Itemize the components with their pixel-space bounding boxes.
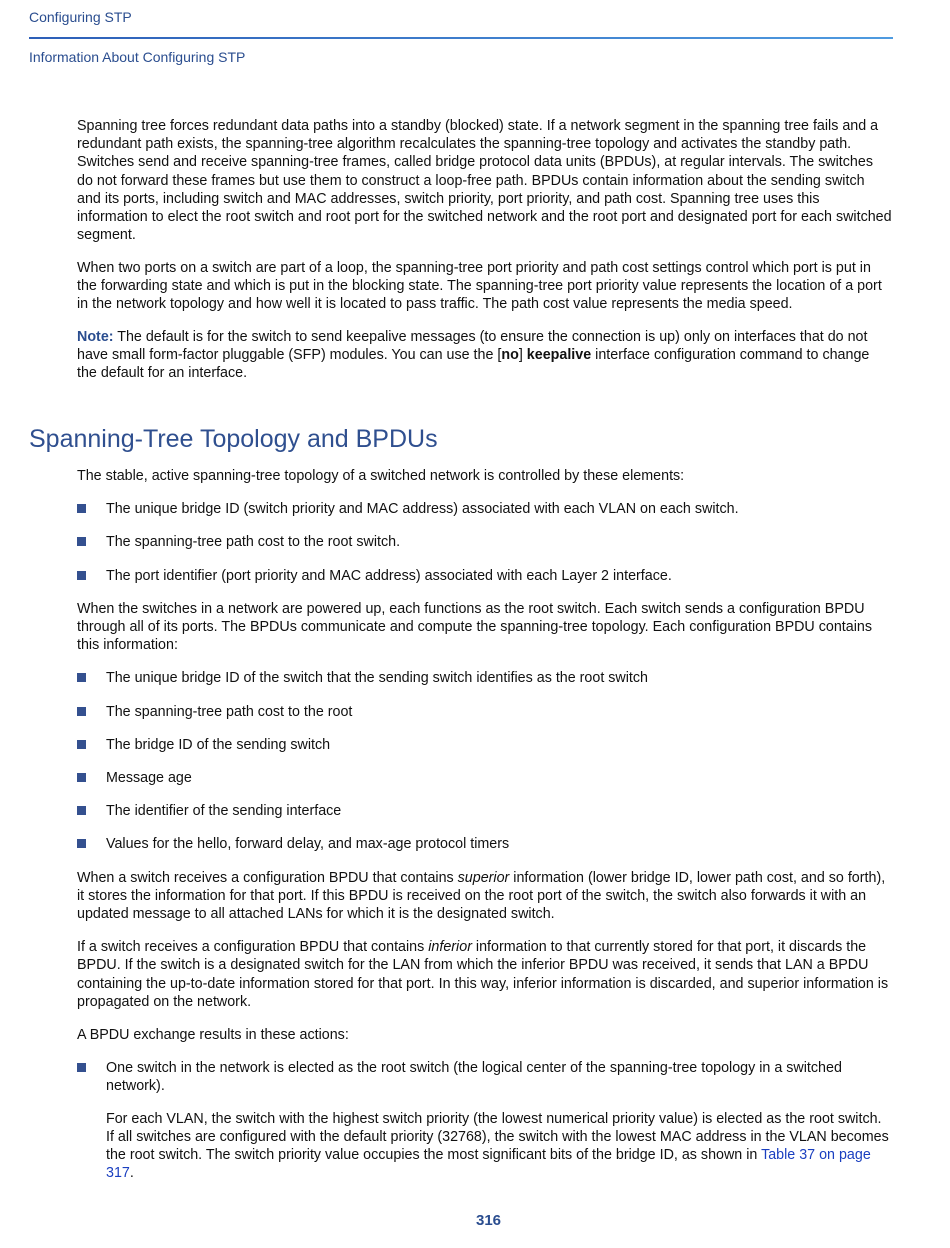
list-item — [77, 736, 892, 754]
list-item-text: The spanning-tree path cost to the root — [106, 703, 353, 720]
list-item-text: The unique bridge ID (switch priority and MAC address) associated with each VLAN on each switch. — [106, 501, 739, 518]
list-item-text: The port identifier (port priority and MAC address) associated with each Layer 2 interface. — [106, 567, 672, 584]
square-bullet-icon — [77, 571, 86, 580]
square-bullet-icon — [77, 839, 86, 848]
section-intro-paragraph: The stable, active spanning-tree topology of a switched network is controlled by these elements: — [77, 468, 685, 484]
list-item — [77, 500, 892, 518]
list-item — [77, 1059, 892, 1182]
intro-paragraph-1: Spanning tree forces redundant data paths into a standby (blocked) state. If a network segment in the spanning tree fails and a redundant path exists, the spanning-tree algorithm recalculates the spanning-tree topology and activates the standby path. Switches send and receive spanning-tree frames, called bridge protocol data units (BPDUs), at regular intervals. The switches do not forward these frames but use them to construct a loop-free path. BPDUs contain information about the sending switch and its ports, including switch and MAC addresses, switch priority, port priority, and path cost. Spanning tree uses this information to elect the root switch and root port for the switched network and the root port and designated port for each switched segment. — [77, 118, 892, 244]
superior-paragraph — [77, 869, 892, 924]
square-bullet-icon — [77, 806, 86, 815]
square-bullet-icon — [77, 673, 86, 682]
square-bullet-icon — [77, 537, 86, 546]
inferior-paragraph — [77, 938, 892, 1011]
intro-paragraph-2: When two ports on a switch are part of a loop, the spanning-tree port priority and path cost settings control which port is put in the forwarding state and which is put in the blocking state. The spanning-tree port priority value represents the location of a port in the network topology and how well it is located to pass traffic. The path cost value represents the media speed. — [77, 259, 882, 313]
powered-up-paragraph: When the switches in a network are powered up, each functions as the root switch. Each switch sends a configuration BPDU through all of its ports. The BPDUs communicate and compute the spanning-tree topology. Each configuration BPDU contains this information: — [77, 600, 872, 654]
list-item — [77, 835, 892, 853]
superior-text-before: When a switch receives a configuration BPDU that contains — [77, 869, 458, 886]
list-item-text: The bridge ID of the sending switch — [106, 736, 331, 753]
table-37-link[interactable]: Table 37 on page 317 — [106, 1147, 871, 1182]
list-item-text: One switch in the network is elected as the root switch (the logical center of the spanning-tree topology in a switched network). — [106, 1060, 842, 1095]
inferior-text-after: information to that currently stored for that port, it discards the BPDU. If the switch is a designated switch for the LAN from which the inferior BPDU was received, it sends that LAN a BPDU containing the up-to-date information stored for that port. In this way, inferior information is discarded, and superior information is propagated on the network. — [77, 939, 889, 1010]
list-item — [77, 533, 892, 551]
exchange-paragraph: A BPDU exchange results in these actions: — [77, 1027, 349, 1044]
square-bullet-icon — [77, 773, 86, 782]
subparagraph-text-after: . — [129, 1165, 134, 1182]
list-item-text: The unique bridge ID of the switch that the sending switch identifies as the root switch — [106, 670, 648, 687]
note-text-before: The default is for the switch to send keepalive messages (to ensure the connection is up) only on interfaces that do not have small form-factor pluggable (SFP) modules. You can use the [ — [77, 329, 868, 364]
note-label: Note: — [77, 329, 114, 346]
list-item — [77, 802, 892, 820]
list-item-text: Message age — [106, 770, 192, 787]
list-item-text: The identifier of the sending interface — [106, 803, 342, 820]
list-item-text: Values for the hello, forward delay, and max-age protocol timers — [106, 836, 510, 853]
superior-emphasis: superior — [457, 869, 510, 886]
note-bracket-close: ] — [518, 347, 527, 364]
running-header-section: Information About Configuring STP — [29, 49, 246, 65]
square-bullet-icon — [77, 504, 86, 513]
running-header-chapter: Configuring STP — [29, 9, 132, 25]
subparagraph-text-before: For each VLAN, the switch with the highest switch priority (the lowest numerical priority value) is elected as the root switch. If all switches are configured with the default priority (32768), the switch with the lowest MAC address in the VLAN becomes the root switch. The switch priority value occupies the most significant bits of the bridge ID, as shown in — [106, 1110, 889, 1164]
list-item-subparagraph — [106, 1110, 892, 1183]
square-bullet-icon — [77, 740, 86, 749]
inferior-emphasis: inferior — [428, 939, 472, 956]
exchange-actions-list — [77, 1059, 892, 1182]
list-item — [77, 769, 892, 787]
list-item-text: The spanning-tree path cost to the root switch. — [106, 534, 401, 551]
list-item — [77, 669, 892, 687]
square-bullet-icon — [77, 707, 86, 716]
note-cmd-keepalive: keepalive — [526, 347, 592, 364]
topology-elements-list — [77, 500, 892, 585]
intro-body — [77, 117, 892, 397]
list-item — [77, 567, 892, 585]
note-text-after: interface configuration command to change the default for an interface. — [77, 347, 870, 382]
square-bullet-icon — [77, 1063, 86, 1072]
header-rule — [29, 37, 893, 39]
page-number: 316 — [475, 1212, 502, 1229]
bpdu-info-list — [77, 669, 892, 853]
superior-text-after: information (lower bridge ID, lower path cost, and so forth), it stores the information for that port. If this BPDU is received on the root port of the switch, the switch also forwards it with an updated message to all attached LANs for which it is the designated switch. — [77, 869, 886, 923]
section-heading: Spanning-Tree Topology and BPDUs — [29, 425, 438, 453]
note-paragraph — [77, 328, 892, 383]
inferior-text-before: If a switch receives a configuration BPDU that contains — [77, 939, 429, 956]
section-body — [77, 467, 892, 1197]
note-cmd-no: no — [501, 347, 519, 364]
list-item — [77, 703, 892, 721]
